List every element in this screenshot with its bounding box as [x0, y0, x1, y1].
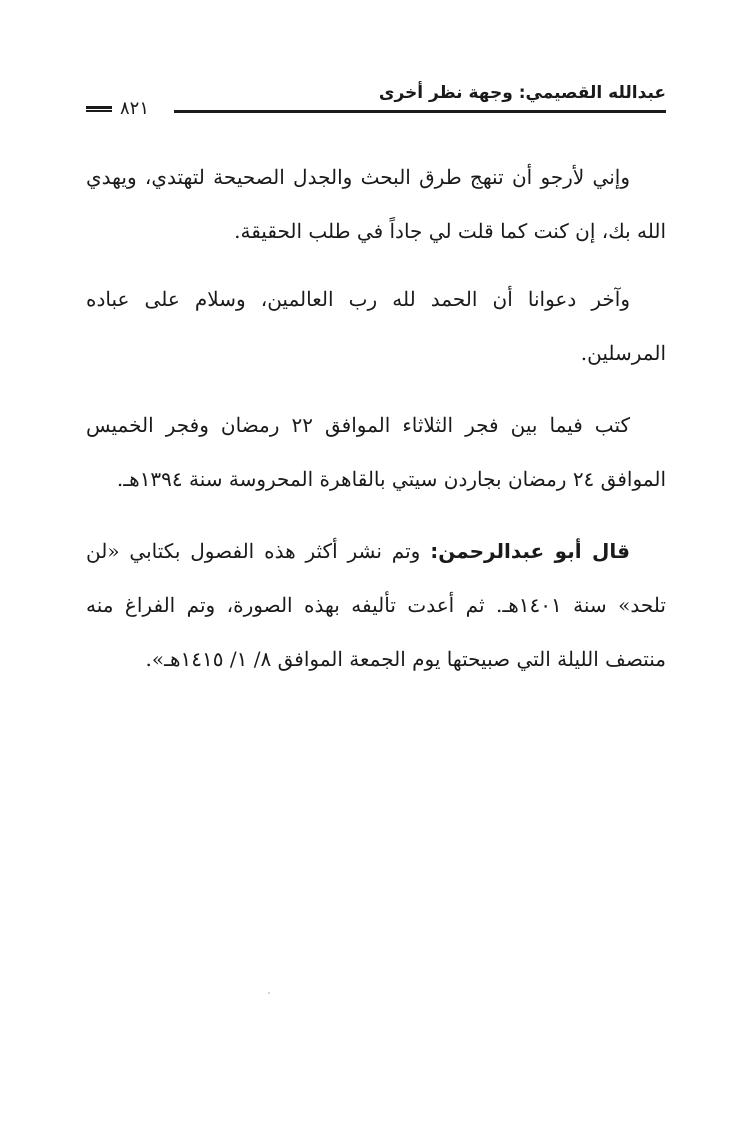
- paragraph-final-prayer: وآخر دعوانا أن الحمد لله رب العالمين، وسلام على عباده المرسلين.: [86, 287, 666, 365]
- author-note-speaker: قال أبو عبدالرحمن:: [430, 539, 631, 563]
- header-rule: [174, 110, 666, 113]
- page-body: [86, 150, 666, 700]
- page-number-ornament: [86, 106, 112, 112]
- scan-speck: [268, 992, 270, 994]
- page-number: ٨٢١: [120, 98, 150, 119]
- running-title: عبدالله القصيمي: وجهة نظر أخرى: [378, 83, 666, 103]
- paragraph-writing-date: كتب فيما بين فجر الثلاثاء الموافق ٢٢ رمضان وفجر الخميس الموافق ٢٤ رمضان بجاردن سيتي بالقاهرة المحروسة سنة ١٣٩٤هـ.: [86, 413, 666, 491]
- paragraph-author-note: [86, 524, 666, 686]
- author-note-text: وتم نشر أكثر هذه الفصول بكتابي «لن تلحد» سنة ١٤٠١هـ. ثم أعدت تأليفه بهذه الصورة، وتم الفراغ منه منتصف الليلة التي صبيحتها يوم الجمعة الموافق ٨/ ١/ ١٤١٥هـ».: [86, 539, 666, 671]
- paragraph-closing-appeal: وإني لأرجو أن تنهج طرق البحث والجدل الصحيحة لتهتدي، ويهدي الله بك، إن كنت كما قلت لي جاداً في طلب الحقيقة.: [86, 165, 666, 243]
- page-header: [86, 82, 666, 122]
